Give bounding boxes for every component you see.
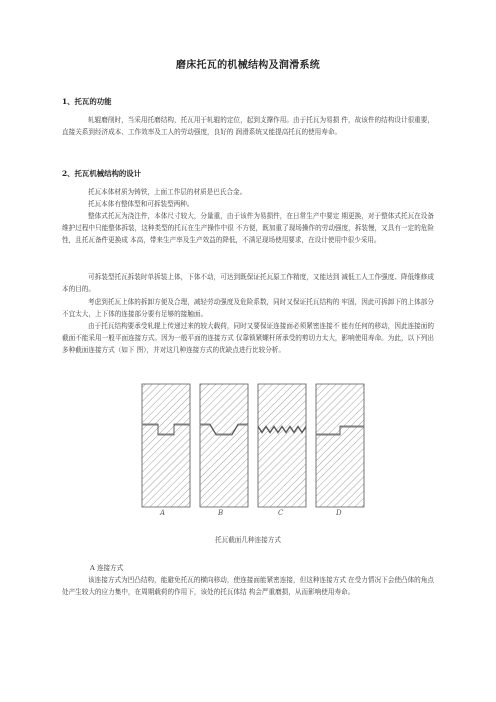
- section-2-paragraph-2: 托瓦本体有整体型和可拆装型两种。: [88, 200, 194, 208]
- section-2-paragraph-6: 由于托瓦结构要承受轧辊上传递过来的较大载荷，同时又要保证连接面必须紧密连接不 能有任何的移动，因此连接面的截面不能采用一般平面连接方式。因为一般平面的连接方式 仅靠锁紧螺杆所承受的剪切力太大，影响使用寿命。为此，以下列出多种截面连接方式（如下 图），并对这几种连接方式的优缺点进行比较分析。: [62, 322, 434, 355]
- document-title: 磨床托瓦的机械结构及润滑系统: [175, 60, 321, 71]
- figure-label-d: D: [336, 509, 342, 517]
- subsection-a-paragraph: 该连接方式为凹凸结构，能避免托瓦的横向移动，使连接面能紧密连接，但这种连接方式 在受力情况下会使凸体的角点处产生较大的应力集中，在周期载荷的作用下，该处的托瓦体结 构会严重磨损，从而影响使用寿命。: [62, 576, 434, 597]
- section-2-paragraph-4: 可拆装型托瓦拆装时单拆装上体，下体不动，可达到既保证托瓦原工作精度，又能达到 减低工人工作强度、降低维修成本的目的。: [62, 273, 434, 294]
- connection-b-diagram: [200, 384, 248, 507]
- connection-c-diagram: [258, 384, 306, 507]
- figure-label-c: C: [278, 509, 284, 517]
- section-2-paragraph-5: 考虑到托瓦上体的拆卸方便及合理，减轻劳动强度及危险系数，同时又保证托瓦结构的 牢固，因此可拆卸下的上体部分不宜太大，上下体的连接部分要有足够的接触面。: [62, 298, 434, 319]
- section-2-paragraph-1: 托瓦本体材质为铸铁，上面工作层的材质是巴氏合金。: [88, 188, 247, 196]
- connection-a-diagram: [142, 384, 190, 507]
- figure-label-b: B: [218, 509, 224, 517]
- section-2-heading: 2、托瓦机械结构的设计: [62, 169, 142, 178]
- section-1-paragraph: 轧辊磨削时，当采用托磨结构，托瓦用于轧辊的定位，起到支撑作用。由于托瓦为易损 件，故该件的结构设计很重要，直接关系到经济成本、工作效率及工人的劳动强度，良好的 润滑系统又能提高托瓦的使用寿命。: [62, 116, 434, 137]
- subsection-a-heading: A 连接方式: [90, 564, 124, 572]
- section-2-paragraph-3: 整体式托瓦为浇注件，本体尺寸较大，分量重，由于该件为易损件，在日常生产中要定 期更换，对于整体式托瓦在设备维护过程中只能整体拆装，这种类型的托瓦在生产操作中很 不方便，既加重了现场操作的劳动强度，拆装慢，又具有一定的危险性，且托瓦备件更换成 本高，带来生产率及生产效益的降低，不满足现场使用要求，在设计使用中很少采用。: [62, 212, 434, 245]
- section-1-heading: 1、托瓦的功能: [62, 97, 112, 106]
- connection-figure: [140, 382, 370, 517]
- connection-d-diagram: [316, 384, 364, 507]
- figure-caption: 托瓦截面几种连接方式: [215, 536, 281, 544]
- figure-label-a: A: [160, 509, 166, 517]
